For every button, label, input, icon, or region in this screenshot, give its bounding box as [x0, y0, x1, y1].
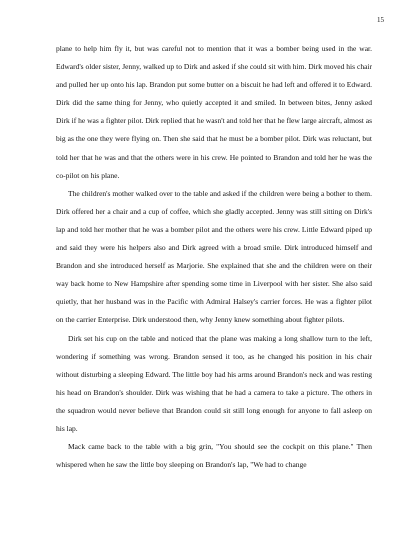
paragraph-3: Dirk set his cup on the table and noticed that the plane was making a long shallow turn to the left, wondering if something was wrong. Brandon sensed it too, as he changed his position in his chair without disturbing a sleeping Edward. The little boy had his arms around Brandon's neck and was resting his head on Brandon's shoulder. Dirk was wishing that he had a camera to take a picture. The others in the squadron would never believe that Brandon could sit still long enough for anyone to fall asleep on his lap.	[56, 333, 372, 433]
paragraph-4: Mack came back to the table with a big grin, "You should see the cockpit on this plane." Then whispered when he saw the little boy sleeping on Brandon's lap, "We had to change	[56, 442, 372, 470]
body-text	[56, 40, 372, 474]
page-number: 15	[377, 16, 384, 24]
paragraph-2: The children's mother walked over to the table and asked if the children were being a bother to them. Dirk offered her a chair and a cup of coffee, which she gladly accepted. Jenny was still sitting on Dirk's lap and told her mother that he was a bomber pilot and the others were his crew. Little Edward piped up and said they were his helpers also and Dirk agreed with a broad smile. Dirk introduced himself and Brandon and she introduced herself as Marjorie. She explained that she and the children were on their way back home to New Hampshire after spending some time in Liverpool with her sister. She also said quietly, that her husband was in the Pacific with Admiral Halsey's carrier forces. He was a fighter pilot on the carrier Enterprise. Dirk understood then, why Jenny knew something about fighter pilots.	[56, 188, 372, 325]
paragraph-1: plane to help him fly it, but was careful not to mention that it was a bomber being used in the war. Edward's older sister, Jenny, walked up to Dirk and asked if she could sit with him. Dirk moved his chair and pulled her up onto his lap. Brandon put some butter on a biscuit he had left and offered it to Edward. Dirk did the same thing for Jenny, who quietly accepted it and smiled. In between bites, Jenny asked Dirk if he was a fighter pilot. Dirk replied that he wasn't and told her that he flew large aircraft, almost as big as the one they were flying on. Then she said that he must be a bomber pilot. Dirk was reluctant, but told her that he was and that the others were in his crew. He pointed to Brandon and told her he was the co-pilot on his plane.	[56, 44, 372, 180]
